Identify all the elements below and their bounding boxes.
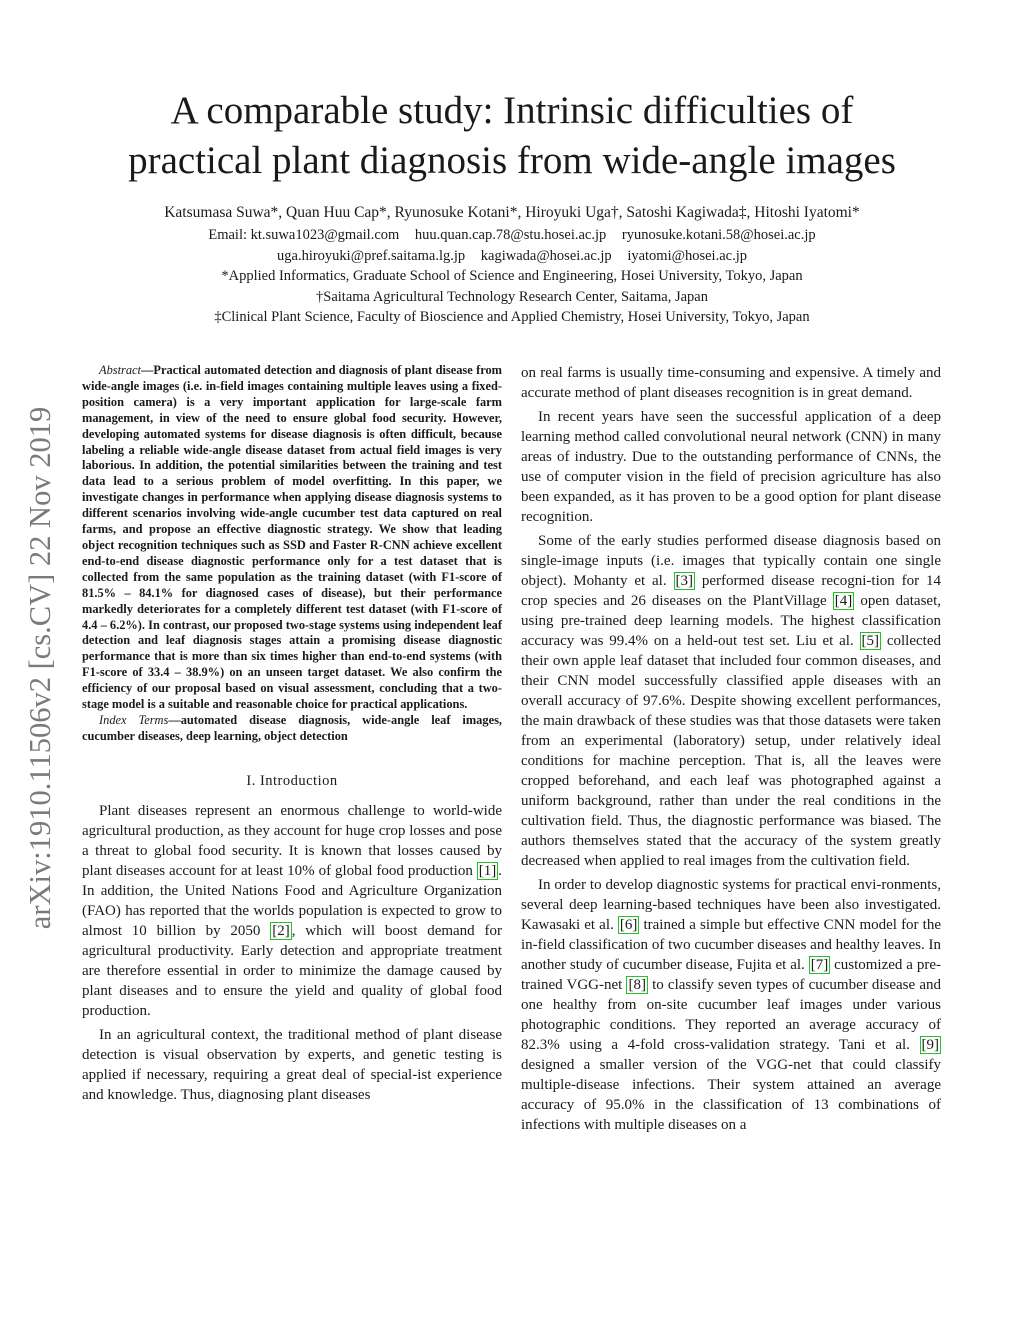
text-run: In order to develop diagnostic systems for practical envi-ronments, several deep learning-based techniques have been also investigated. Kawasaki et al.: [521, 877, 941, 933]
index-terms: [82, 713, 502, 745]
text-run: customized a pre-trained VGG-net: [521, 957, 941, 993]
text-run: to classify seven types of cucumber disease and one healthy from on-site cucumber leaf images under various photographic conditions. They reported an average accuracy of 82.3% using a 4-fold cross-validation strategy. Tani et al.: [521, 977, 941, 1053]
email: huu.quan.cap.78@stu.hosei.ac.jp: [414, 227, 607, 243]
citation-link[interactable]: [6]: [619, 917, 638, 933]
paragraph: on real farms is usually time-consuming and expensive. A timely and accurate method of plant diseases recognition is in great demand.: [521, 365, 941, 401]
citation-link[interactable]: [7]: [810, 957, 829, 973]
citation-link[interactable]: [2]: [272, 922, 290, 939]
text-run: trained a simple but effective CNN model for the in-field classification of two cucumber diseases and healthy leaves. In another study of cucumber disease, Fujita et al.: [521, 917, 941, 973]
affiliation-block: [0, 225, 1024, 328]
title-line-1: A comparable study: Intrinsic difficulties of: [170, 89, 854, 132]
citation-link[interactable]: [4]: [834, 593, 853, 609]
citation-link[interactable]: [5]: [861, 633, 880, 649]
index-terms-text: —automated disease diagnosis, wide-angle leaf images, cucumber diseases, deep learning, object detection: [82, 712, 502, 743]
left-column: [82, 363, 502, 1105]
paper-title: [0, 86, 1024, 186]
text-run: collected their own apple leaf dataset that included four common diseases, and their CNN model successfully classified apple diseases with an overall accuracy of 97.6%. Despite showing excellent performances, the main drawback of these studies was that those datasets were taken from an experimental (laboratory) setup, under relatively ideal conditions for machine perception. That is, all the leaves were cropped beforehand, and each leaf was photographed against a uniform background, rather than under the real conditions in the cultivation field. Thus, the diagnostic performance was biased. The authors themselves stated that the accuracy of the system greatly decreased when applied to real images from the cultivation field.: [521, 633, 941, 869]
text-run: Some of the early studies performed disease diagnosis based on single-image inputs (i.e. images that typically contain one single object). Mohanty et al.: [521, 533, 941, 589]
citation-link[interactable]: [3]: [675, 573, 693, 589]
citation-link[interactable]: [8]: [628, 977, 646, 993]
text-run: open dataset, using pre-trained deep learning models. The highest classification accuracy was 99.4% on a held-out test set. Liu et al.: [521, 593, 941, 649]
title-line-2: practical plant diagnosis from wide-angle images: [128, 139, 896, 182]
email: Email: kt.suwa1023@gmail.com: [208, 227, 400, 243]
affiliation: †Saitama Agricultural Technology Research Center, Saitama, Japan: [316, 288, 708, 305]
author-list: Katsumasa Suwa*, Quan Huu Cap*, Ryunosuke Kotani*, Hiroyuki Uga†, Satoshi Kagiwada‡, Hitoshi Iyatomi*: [164, 204, 860, 221]
email: uga.hiroyuki@pref.saitama.lg.jp: [277, 247, 466, 264]
text-run: performed disease recogni-tion for 14 crop species and 26 diseases on the PlantVillage: [521, 573, 941, 609]
arxiv-stamp: arXiv:1910.11506v2 [cs.CV] 22 Nov 2019: [23, 406, 57, 930]
citation-link[interactable]: [1]: [478, 862, 497, 879]
abstract-label: Abstract: [99, 363, 141, 377]
paragraph: In an agricultural context, the traditional method of plant disease detection is visual observation by experts, and genetic testing is applied if necessary, requiring a great deal of special-ist experience and knowledge. Thus, diagnosing plant diseases: [82, 1026, 502, 1103]
paragraph: [521, 875, 941, 1135]
affiliation: *Applied Informatics, Graduate School of Science and Engineering, Hosei University, Tokyo, Japan: [221, 268, 803, 285]
abstract: [82, 363, 502, 713]
paragraph: In recent years have seen the successful application of a deep learning method called convolutional neural network (CNN) in many areas of industry. Due to the outstanding performance of CNNs, the use of computer vision in the field of precision agriculture has also been expanded, as it has proven to be a good option for plant disease recognition.: [521, 409, 941, 525]
right-column: [521, 363, 941, 1135]
paragraph: [521, 531, 941, 871]
index-terms-label: Index Terms: [99, 712, 169, 727]
text-run: Plant diseases represent an enormous challenge to world-wide agricultural production, as they account for huge crop losses and pose a threat to global food security. It is known that losses caused by plant diseases account for at least 10% of global food production: [82, 802, 502, 879]
section-heading: I. Introduction: [246, 772, 338, 789]
email: kagiwada@hosei.ac.jp: [480, 247, 612, 264]
text-run: . In addition, the United Nations Food and Agriculture Organization (FAO) has reported that the worlds population is expected to grow to almost 10 billion by 2050: [82, 862, 502, 939]
text-run: designed a smaller version of the VGG-net that could classify multiple-disease infections. Their system attained an average accuracy of 95.0% in the classification of 13 combinations of infections with multiple diseases on a: [521, 1057, 941, 1133]
text-run: , which will boost demand for agricultural productivity. Early detection and appropriate treatment are therefore essential in order to minimize the damage caused by plant diseases and to ensure the yield and quality of global food production.: [82, 922, 502, 1019]
abstract-text: —Practical automated detection and diagnosis of plant disease from wide-angle images (i.e. in-field images containing multiple leaves using a fixed-position camera) is a very important application for large-scale farm management, in view of the need to ensure global food security. However, developing automated systems for disease diagnosis is often difficult, because labeling a reliable wide-angle disease dataset from actual field images is very laborious. In addition, the potential similarities between the training and test data lead to a serious problem of model overfitting. In this paper, we investigate changes in performance when applying disease diagnosis systems to different scenarios involving wide-angle cucumber test data captured on real farms, and propose an effective diagnostic strategy. We show that leading object recognition techniques such as SSD and Faster R-CNN achieve excellent end-to-end disease diagnostic performance only for a test dataset that is collected from the same population as the training dataset (with F1-score of 81.5% – 84.1% for diagnosed cases of disease), but their performance markedly deteriorates for a completely different test dataset (with F1-score of 4.4 – 6.2%). In contrast, our proposed two-stage systems using independent leaf detection and leaf diagnosis stages attain a promising disease diagnostic performance that is more than six times higher than end-to-end systems (with F1-score of 33.4 – 38.9%) on an unseen target dataset. We also confirm the efficiency of our proposal based on visual assessment, concluding that a two-stage model is a suitable and reasonable choice for practical applications.: [82, 363, 502, 712]
email-line-2: [0, 246, 1024, 267]
email: iyatomi@hosei.ac.jp: [627, 247, 747, 264]
affiliation: ‡Clinical Plant Science, Faculty of Bioscience and Applied Chemistry, Hosei University, Tokyo, Japan: [214, 309, 810, 326]
paragraph: [82, 801, 502, 1021]
email: ryunosuke.kotani.58@hosei.ac.jp: [621, 227, 816, 243]
email-line-1: [0, 225, 1024, 246]
citation-link[interactable]: [9]: [921, 1037, 939, 1053]
